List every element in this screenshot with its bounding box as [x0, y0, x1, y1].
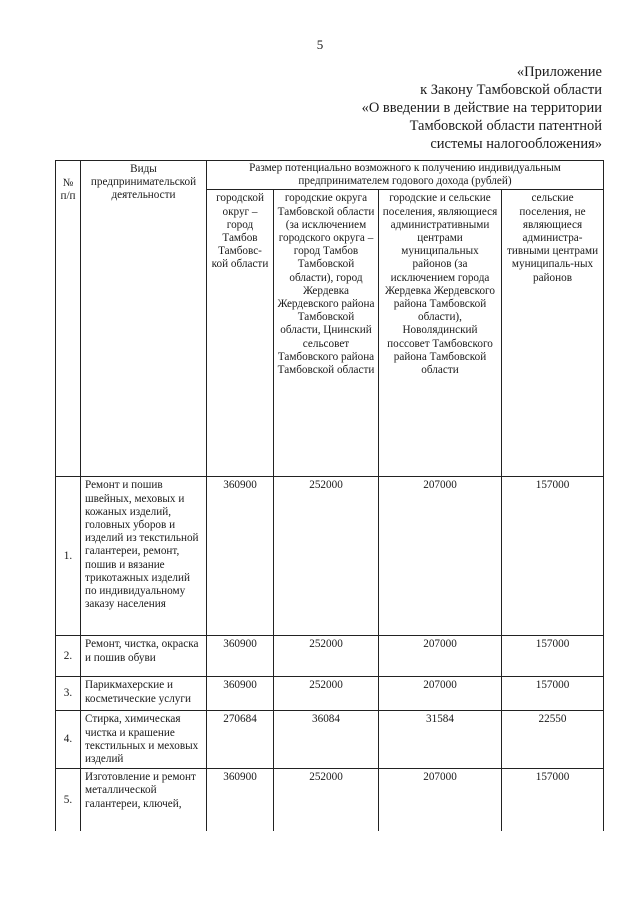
row-value-col4: 157000	[502, 636, 604, 677]
row-value-col2: 252000	[274, 769, 379, 832]
row-value-col1: 360900	[207, 636, 274, 677]
table-row	[56, 677, 604, 711]
row-value-col3: 207000	[379, 477, 502, 636]
row-value-col3: 207000	[379, 677, 502, 711]
row-number: 5.	[56, 769, 81, 832]
appendix-line: «Приложение	[516, 64, 602, 80]
income-table	[55, 160, 604, 831]
table-header-row	[56, 161, 604, 190]
appendix-line: системы налогообложения»	[430, 136, 602, 152]
row-activity: Парикмахерские и косметические услуги	[81, 677, 207, 711]
page-number: 5	[316, 37, 324, 52]
row-value-col4: 157000	[502, 477, 604, 636]
row-value-col1: 360900	[207, 677, 274, 711]
appendix-line: «О введении в действие на территории	[361, 100, 602, 116]
appendix-line: к Закону Тамбовской области	[420, 82, 602, 98]
header-col-rural: сельские поселения, не являющиеся администра-тивными центрами муниципаль-ных районов	[502, 190, 604, 477]
row-activity: Ремонт, чистка, окраска и пошив обуви	[81, 636, 207, 677]
row-value-col3: 31584	[379, 711, 502, 769]
header-activity: Виды предпринимательской деятельности	[81, 161, 207, 477]
row-value-col3: 207000	[379, 769, 502, 832]
row-value-col2: 36084	[274, 711, 379, 769]
row-value-col4: 22550	[502, 711, 604, 769]
row-value-col4: 157000	[502, 769, 604, 832]
row-number: 2.	[56, 636, 81, 677]
table-row	[56, 636, 604, 677]
table-row	[56, 711, 604, 769]
row-value-col2: 252000	[274, 677, 379, 711]
row-activity: Стирка, химическая чистка и крашение текстильных и меховых изделий	[81, 711, 207, 769]
row-value-col2: 252000	[274, 477, 379, 636]
row-value-col1: 360900	[207, 477, 274, 636]
row-value-col3: 207000	[379, 636, 502, 677]
row-activity: Ремонт и пошив швейных, меховых и кожаных изделий, головных уборов и изделий из текстильной галантереи, ремонт, пошив и вязание трикотажных изделий по индивидуальному заказу населения	[81, 477, 207, 636]
header-col-admin-centers: городские и сельские поселения, являющиеся административными центрами муниципальных районов (за исключением города Жердевка Жердевского района Тамбовской области), Новолядинский поссовет Тамбовского района Тамбовской области	[379, 190, 502, 477]
row-number: 1.	[56, 477, 81, 636]
row-number: 4.	[56, 711, 81, 769]
header-col-tambov: городской округ – город Тамбов Тамбовс-кой области	[207, 190, 274, 477]
header-col-urban-districts: городские округа Тамбовской области (за исключением городского округа – город Тамбов Тамбовской области), город Жердевка Жердевского района Тамбовской области, Цнинский сельсовет Тамбовского района Тамбовской области	[274, 190, 379, 477]
header-number: № п/п	[56, 161, 81, 477]
appendix-line: Тамбовской области патентной	[409, 118, 602, 134]
row-value-col1: 360900	[207, 769, 274, 832]
table-row	[56, 769, 604, 832]
row-activity: Изготовление и ремонт металлической галантереи, ключей,	[81, 769, 207, 832]
table-row	[56, 477, 604, 636]
row-value-col4: 157000	[502, 677, 604, 711]
row-value-col2: 252000	[274, 636, 379, 677]
header-income-group: Размер потенциально возможного к получению индивидуальным предпринимателем годового дохода (рублей)	[207, 161, 604, 190]
row-number: 3.	[56, 677, 81, 711]
appendix-heading	[362, 63, 602, 153]
row-value-col1: 270684	[207, 711, 274, 769]
